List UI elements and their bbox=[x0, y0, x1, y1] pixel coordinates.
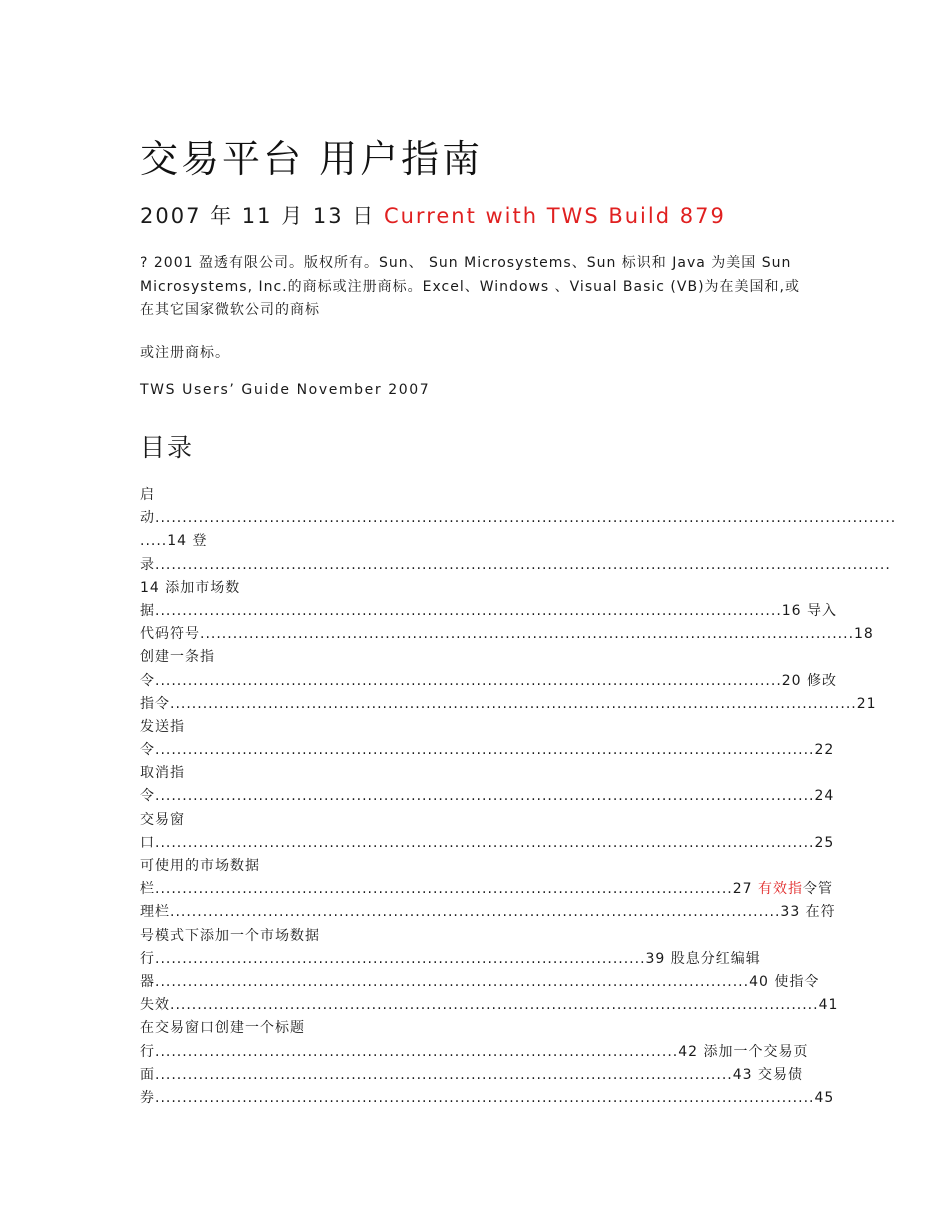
toc-line[interactable] bbox=[140, 925, 810, 948]
toc-line-text: 令...................................................................................................................20 修改 bbox=[140, 672, 838, 689]
toc-line-text: 可使用的市场数据 bbox=[140, 858, 260, 874]
toc-line[interactable] bbox=[140, 530, 810, 553]
toc-line[interactable] bbox=[140, 1087, 835, 1110]
toc-line[interactable] bbox=[140, 878, 833, 901]
copyright-paragraph: ? 2001 盈透有限公司。版权所有。Sun、 Sun Microsystems、Sun 标识和 Java 为美国 Sun Microsystems, Inc.的商标或注册商标。Excel、Windows 、Visual Basic (VB)为在美国和,或在其它国家微软公司的商标 bbox=[140, 255, 800, 318]
subtitle-date: 2007 年 11 月 13 日 bbox=[140, 204, 376, 228]
toc-line[interactable] bbox=[140, 994, 839, 1017]
toc-line-text: 口.........................................................................................................................25 bbox=[140, 834, 835, 851]
subtitle-build: Current with TWS Build 879 bbox=[383, 204, 726, 228]
toc-line-text: 面..........................................................................................................43 交易债 bbox=[140, 1066, 803, 1083]
toc-line[interactable] bbox=[140, 646, 810, 669]
toc-line-text: 令.........................................................................................................................24 bbox=[140, 788, 835, 805]
toc-line-text: 栏..........................................................................................................27 bbox=[140, 881, 758, 898]
toc-line-text: 创建一条指 bbox=[140, 649, 215, 666]
toc-line-text: 在交易窗口创建一个标题 bbox=[140, 1020, 305, 1037]
toc-line[interactable] bbox=[140, 762, 810, 785]
toc-line-text: 交易窗 bbox=[140, 811, 185, 828]
toc-line[interactable] bbox=[140, 785, 835, 808]
toc-line-text: 据...................................................................................................................16 导入 bbox=[140, 602, 838, 619]
toc-line[interactable] bbox=[140, 1017, 810, 1040]
toc-line-text: 器.............................................................................................................40 使指令 bbox=[140, 973, 820, 990]
toc-line-text: 行..........................................................................................39 股息分红编辑 bbox=[140, 950, 761, 967]
table-of-contents bbox=[140, 484, 897, 1110]
toc-line[interactable] bbox=[140, 832, 835, 855]
toc-line[interactable] bbox=[140, 1064, 810, 1087]
toc-line[interactable] bbox=[140, 507, 897, 530]
toc-line-text: .....14 登 bbox=[140, 533, 208, 550]
document-subtitle bbox=[140, 200, 726, 230]
toc-line-text: 取消指 bbox=[140, 765, 185, 782]
toc-line[interactable] bbox=[140, 484, 810, 507]
toc-line[interactable] bbox=[140, 600, 838, 623]
toc-line-text: 券.........................................................................................................................45 bbox=[140, 1089, 835, 1106]
toc-line-text: 指令..............................................................................................................................21 bbox=[140, 695, 877, 712]
toc-line-text: 启 bbox=[140, 487, 155, 503]
toc-line[interactable] bbox=[140, 901, 836, 924]
toc-line-text: 号模式下添加一个市场数据 bbox=[140, 927, 320, 944]
toc-line-text: 录....................................................................................................................................... bbox=[140, 556, 891, 573]
toc-line[interactable] bbox=[140, 554, 891, 577]
toc-line[interactable] bbox=[140, 809, 810, 832]
toc-line-text: 代码符号........................................................................................................................18 bbox=[140, 626, 874, 643]
toc-line[interactable] bbox=[140, 693, 877, 716]
toc-line[interactable] bbox=[140, 577, 810, 600]
toc-line-tail: 令管 bbox=[803, 881, 833, 898]
toc-line-text: 14 添加市场数 bbox=[140, 579, 241, 596]
toc-line-text: 发送指 bbox=[140, 718, 185, 735]
toc-line-text: 行................................................................................................42 添加一个交易页 bbox=[140, 1043, 809, 1060]
toc-line-text: 失效.......................................................................................................................41 bbox=[140, 997, 839, 1014]
document-title: 交易平台 用户指南 bbox=[140, 137, 484, 181]
toc-line-highlight: 有效指 bbox=[758, 881, 803, 898]
toc-line[interactable] bbox=[140, 948, 810, 971]
toc-line[interactable] bbox=[140, 623, 874, 646]
copyright-continuation: 或注册商标。 bbox=[140, 345, 230, 361]
toc-line[interactable] bbox=[140, 855, 810, 878]
toc-line[interactable] bbox=[140, 739, 835, 762]
toc-line[interactable] bbox=[140, 1041, 810, 1064]
toc-line-text: 理栏................................................................................................................33 在符 bbox=[140, 904, 836, 921]
guide-version-line: TWS Users’ Guide November 2007 bbox=[140, 382, 431, 398]
toc-line-text: 动........................................................................................................................................ bbox=[140, 510, 897, 527]
toc-line[interactable] bbox=[140, 971, 820, 994]
toc-line[interactable] bbox=[140, 670, 838, 693]
toc-line[interactable] bbox=[140, 716, 810, 739]
toc-heading: 目录 bbox=[140, 433, 195, 462]
toc-line-text: 令.........................................................................................................................22 bbox=[140, 742, 835, 759]
